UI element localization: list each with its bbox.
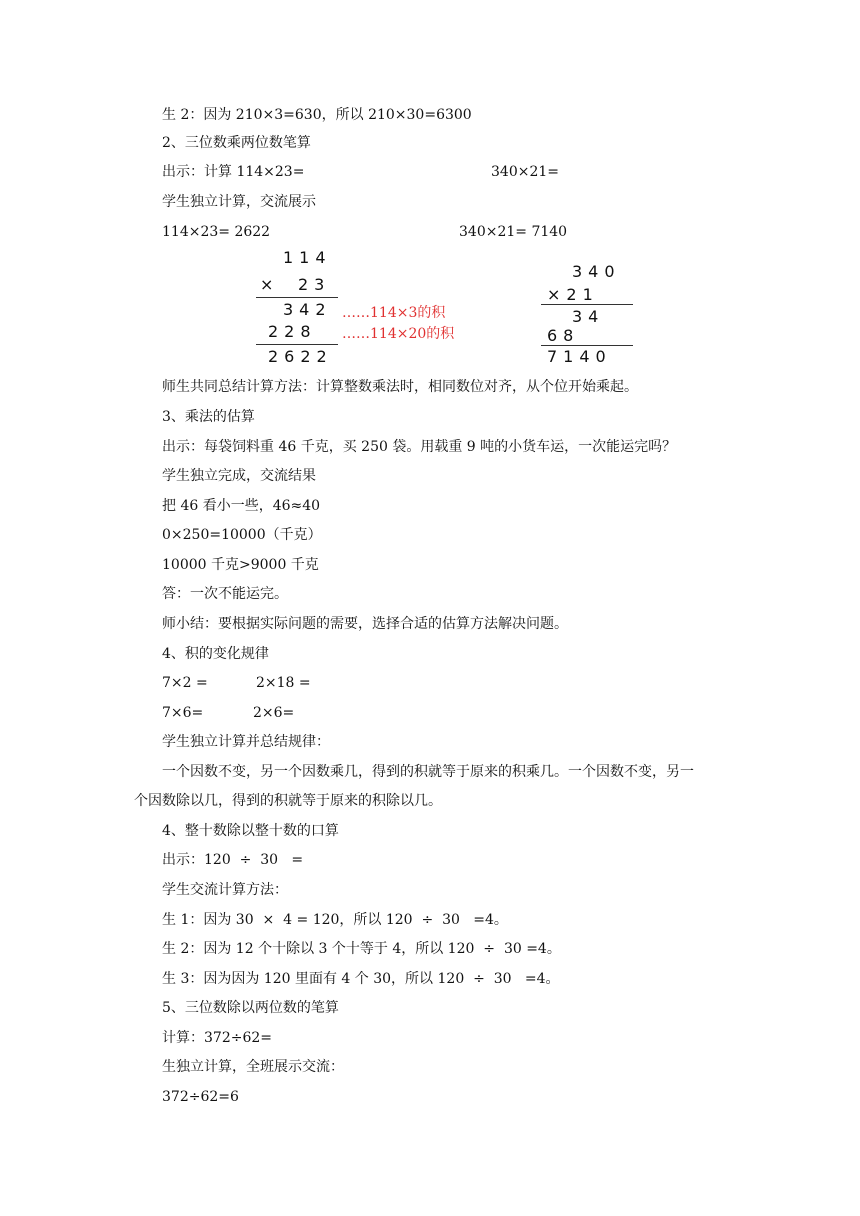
calc-row: 228	[268, 322, 317, 341]
annotation-note: ……114×20的积	[342, 326, 455, 342]
text-line: 学生独立计算并总结规律：	[162, 734, 330, 750]
text-line: 师小结：要根据实际问题的需要，选择合适的估算方法解决问题。	[162, 616, 568, 632]
text-line: 生独立计算，全班展示交流：	[162, 1059, 344, 1075]
text-line: 340×21= 7140	[459, 224, 568, 240]
calc-row: ×21	[547, 285, 599, 304]
text-line: 学生交流计算方法：	[162, 882, 288, 898]
multiply-sign: ×	[260, 275, 280, 294]
calc-row: 114	[283, 248, 332, 267]
text-line: 生 3：因为因为 120 里面有 4 个 30，所以 120 ÷ 30 =4。	[162, 971, 560, 987]
section-heading: 3、乘法的估算	[162, 409, 255, 425]
text-line: 7×2 =	[162, 675, 208, 691]
text-line: 把 46 看小一些，46≈40	[162, 498, 321, 514]
calc-rule	[256, 344, 338, 345]
text-line: 生 2：因为 12 个十除以 3 个十等于 4，所以 120 ÷ 30 =4。	[162, 941, 561, 957]
section-heading: 4、积的变化规律	[162, 646, 269, 662]
calc-row: 34	[572, 307, 605, 326]
calc-row: 342	[283, 300, 332, 319]
text-line: 出示：计算 114×23=	[162, 164, 305, 180]
text-line: 2×6=	[253, 705, 295, 721]
text-line: 10000 千克>9000 千克	[162, 557, 319, 573]
text-line: 340×21=	[491, 164, 559, 180]
calc-row: 7140	[547, 347, 612, 366]
text-line: 372÷62=6	[162, 1089, 239, 1105]
text-line: 一个因数不变，另一个因数乘几，得到的积就等于原来的积乘几。一个因数不变，另一	[162, 764, 694, 780]
text-line: 计算：372÷62=	[162, 1030, 272, 1046]
text-line: 答：一次不能运完。	[162, 586, 288, 602]
text-line: 出示：120 ÷ 30 =	[162, 852, 304, 868]
text-line: 生 2：因为 210×3=630，所以 210×30=6300	[162, 107, 472, 123]
calc-rule	[541, 304, 633, 305]
section-heading: 5、三位数除以两位数的笔算	[162, 1000, 339, 1016]
text-line: 学生独立计算，交流展示	[162, 194, 316, 210]
text-line: 个因数除以几，得到的积就等于原来的积除以几。	[134, 793, 442, 809]
text-line: 生 1：因为 30 × 4 = 120，所以 120 ÷ 30 =4。	[162, 912, 508, 928]
text-line: 7×6=	[162, 705, 204, 721]
text-line: 0×250=10000（千克）	[162, 527, 322, 543]
calc-row: 340	[572, 262, 621, 281]
calc-row: 68	[547, 326, 580, 345]
text-line: 师生共同总结计算方法：计算整数乘法时，相同数位对齐，从个位开始乘起。	[162, 379, 638, 395]
text-line: 2×18 =	[256, 675, 311, 691]
text-line: 114×23= 2622	[162, 224, 271, 240]
calc-row: 23	[298, 275, 331, 294]
section-heading: 2、三位数乘两位数笔算	[162, 135, 311, 151]
calc-row: 2622	[268, 347, 333, 366]
calc-rule	[541, 345, 633, 346]
calc-rule	[256, 297, 338, 298]
text-line: 出示：每袋饲料重 46 千克，买 250 袋。用载重 9 吨的小货车运，一次能运完吗？	[162, 439, 677, 455]
annotation-note: ……114×3的积	[342, 305, 446, 321]
section-heading: 4、整十数除以整十数的口算	[162, 823, 339, 839]
text-line: 学生独立完成，交流结果	[162, 468, 316, 484]
